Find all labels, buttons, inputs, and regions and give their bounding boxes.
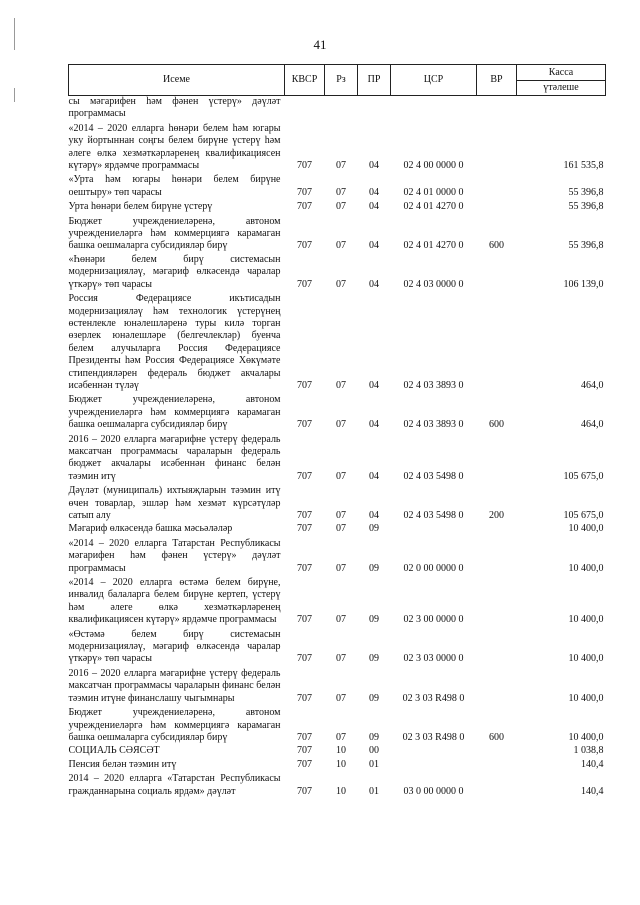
cell-pr: 09 bbox=[369, 653, 379, 665]
cell-rz: 07 bbox=[336, 160, 346, 172]
cell-csr: 02 4 03 5498 0 bbox=[403, 510, 464, 521]
table-header bbox=[69, 65, 606, 96]
cell-kvsr: 707 bbox=[297, 419, 312, 431]
cell-rz: 07 bbox=[336, 510, 346, 521]
table-row bbox=[69, 627, 606, 666]
header-vr: ВР bbox=[477, 65, 517, 96]
cell-kvsr: 707 bbox=[297, 470, 312, 482]
cell-vr: 600 bbox=[489, 240, 504, 252]
cell-pr: 04 bbox=[369, 379, 379, 391]
cell-sum: 10 400,0 bbox=[568, 731, 604, 743]
cell-pr: 04 bbox=[369, 160, 379, 172]
table-row bbox=[69, 214, 606, 253]
cell-vr: 600 bbox=[489, 731, 504, 743]
cell-kvsr: 707 bbox=[297, 785, 312, 797]
cell-rz: 10 bbox=[336, 785, 346, 797]
cell-pr bbox=[358, 96, 391, 121]
cell-kvsr: 707 bbox=[297, 240, 312, 252]
cell-csr: 02 0 00 0000 0 bbox=[403, 562, 464, 574]
cell-kvsr: 707 bbox=[297, 653, 312, 665]
cell-vr bbox=[477, 575, 517, 627]
cell-name: Пенсия белән тәэмин итү bbox=[68, 758, 177, 770]
cell-vr bbox=[477, 771, 517, 798]
table-row bbox=[69, 291, 606, 392]
table-row bbox=[69, 536, 606, 575]
table-body bbox=[69, 96, 606, 798]
cell-pr: 09 bbox=[369, 523, 379, 535]
cell-rz: 07 bbox=[336, 379, 346, 391]
cell-pr: 09 bbox=[369, 731, 379, 743]
cell-rz: 07 bbox=[336, 201, 346, 213]
cell-kvsr: 707 bbox=[297, 692, 312, 704]
cell-pr: 04 bbox=[369, 186, 379, 198]
cell-vr bbox=[477, 627, 517, 666]
cell-sum: 161 535,8 bbox=[563, 160, 604, 172]
budget-table bbox=[68, 64, 606, 798]
table-row bbox=[69, 199, 606, 213]
cell-rz: 10 bbox=[336, 745, 346, 757]
cell-csr: 03 0 00 0000 0 bbox=[403, 785, 464, 797]
cell-vr bbox=[477, 522, 517, 535]
cell-vr bbox=[477, 666, 517, 705]
cell-pr: 01 bbox=[369, 758, 379, 770]
cell-rz: 07 bbox=[336, 419, 346, 431]
table-row bbox=[69, 666, 606, 705]
cell-rz: 07 bbox=[336, 731, 346, 743]
cell-pr: 04 bbox=[369, 201, 379, 213]
cell-vr: 200 bbox=[489, 510, 504, 521]
cell-pr: 09 bbox=[369, 562, 379, 574]
header-sum-top: Касса bbox=[517, 67, 605, 81]
cell-sum: 10 400,0 bbox=[568, 692, 604, 704]
cell-name: Урта һөнәри белем бирүне үстерү bbox=[68, 201, 213, 213]
cell-csr: 02 4 03 5498 0 bbox=[403, 470, 464, 482]
cell-sum: 1 038,8 bbox=[573, 745, 604, 757]
cell-sum: 140,4 bbox=[581, 785, 604, 797]
cell-sum: 464,0 bbox=[581, 379, 604, 391]
cell-csr bbox=[391, 758, 477, 771]
cell-rz: 07 bbox=[336, 240, 346, 252]
cell-kvsr: 707 bbox=[297, 731, 312, 743]
cell-pr: 01 bbox=[369, 785, 379, 797]
cell-pr: 04 bbox=[369, 240, 379, 252]
cell-sum: 106 139,0 bbox=[563, 278, 604, 290]
cell-kvsr: 707 bbox=[297, 186, 312, 198]
cell-name: «Һөнәри белем бирү системасын модернизацияләү, мәгариф өлкәсендә чаралар үткәрү» төп чарасы bbox=[68, 253, 281, 290]
table-row bbox=[69, 575, 606, 627]
cell-kvsr: 707 bbox=[297, 523, 312, 535]
cell-name: 2016 – 2020 елларга мәгарифне үстерү федераль максатчан программасы чараларын финанс белән тәэмин итүне финанслашу чыгымнары bbox=[68, 667, 281, 704]
cell-name: Мәгариф өлкәсендә башка мәсьәләләр bbox=[68, 523, 233, 535]
cell-name: 2014 – 2020 елларга «Татарстан Республикасы гражданнарына социаль ярдәм» дәүләт bbox=[68, 773, 281, 797]
cell-csr: 02 4 01 4270 0 bbox=[403, 240, 464, 252]
cell-rz bbox=[325, 96, 358, 121]
page-number: 41 bbox=[313, 37, 327, 52]
table-row bbox=[69, 744, 606, 757]
cell-pr: 04 bbox=[369, 470, 379, 482]
cell-kvsr: 707 bbox=[297, 745, 312, 757]
cell-csr: 02 4 03 3893 0 bbox=[403, 379, 464, 391]
table-row bbox=[69, 705, 606, 744]
cell-csr bbox=[391, 744, 477, 757]
cell-pr: 04 bbox=[369, 510, 379, 521]
cell-vr bbox=[477, 253, 517, 291]
cell-csr: 02 3 00 0000 0 bbox=[403, 614, 464, 626]
cell-name: Бюджет учреждениеләренә, автоном учреждениеләргә һәм коммерциягә карамаган башка оешмаларга субсидияләр бирү bbox=[68, 707, 281, 743]
cell-sum: 55 396,8 bbox=[568, 201, 604, 213]
cell-sum: 10 400,0 bbox=[568, 523, 604, 535]
cell-kvsr: 707 bbox=[297, 278, 312, 290]
header-sum bbox=[517, 65, 606, 96]
cell-sum: 10 400,0 bbox=[568, 614, 604, 626]
cell-rz: 10 bbox=[336, 758, 346, 770]
cell-vr bbox=[477, 199, 517, 213]
cell-sum: 10 400,0 bbox=[568, 653, 604, 665]
cell-kvsr: 707 bbox=[297, 614, 312, 626]
cell-name: «2014 – 2020 елларга өстәмә белем бирүне, инвалид балаларга белем бирүне кертеп, үстерү һәм әлеге өлкә хезмәткәрләренең квалификациясен күтәрү» ярдәмче программасы bbox=[68, 577, 281, 626]
table-row bbox=[69, 483, 606, 522]
cell-rz: 07 bbox=[336, 692, 346, 704]
table-row bbox=[69, 121, 606, 173]
cell-kvsr: 707 bbox=[297, 201, 312, 213]
cell-pr: 00 bbox=[369, 745, 379, 757]
cell-vr bbox=[477, 96, 517, 121]
cell-name: Бюджет учреждениеләренә, автоном учреждениеләргә һәм коммерциягә карамаган башка оешмаларга субсидияләр бирү bbox=[68, 394, 281, 431]
cell-vr: 600 bbox=[489, 419, 504, 431]
cell-sum: 55 396,8 bbox=[568, 186, 604, 198]
cell-name: «Өстәмә белем бирү системасын модернизацияләү, мәгариф өлкәсендә чаралар үткәрү» төп чарасы bbox=[68, 628, 281, 665]
cell-kvsr: 707 bbox=[297, 758, 312, 770]
cell-sum: 105 675,0 bbox=[563, 470, 604, 482]
cell-vr bbox=[477, 536, 517, 575]
cell-name: СОЦИАЛЬ СӘЯСӘТ bbox=[68, 745, 160, 757]
cell-name: 2016 – 2020 елларга мәгарифне үстерү федераль максатчан программасы чараларын федераль бюджет акчалары исәбеннән финанс белән тәэмин итү bbox=[68, 433, 281, 482]
cell-pr: 04 bbox=[369, 278, 379, 290]
cell-name: Дәүләт (муниципаль) ихтыяҗларын тәэмин итү өчен товарлар, эшләр һәм хезмәт күрсәтүләр сатып алу bbox=[68, 485, 281, 521]
cell-name: «2014 – 2020 елларга һөнәри белем һәм югары уку йортыннан соңгы белем бирүне үстерү һәм әлеге өлкә хезмәткәрләренең квалификациясен күтәрү» ярдәмче программасы bbox=[68, 122, 281, 172]
cell-csr: 02 3 03 0000 0 bbox=[403, 653, 464, 665]
cell-rz: 07 bbox=[336, 562, 346, 574]
cell-sum: 10 400,0 bbox=[568, 562, 604, 574]
header-rz: Рз bbox=[325, 65, 358, 96]
cell-kvsr: 707 bbox=[297, 510, 312, 521]
header-sum-bottom: үтәлеше bbox=[543, 81, 579, 93]
cell-csr: 02 4 01 4270 0 bbox=[403, 201, 464, 213]
cell-csr: 02 4 03 0000 0 bbox=[403, 278, 464, 290]
cell-name: «Урта һәм югары һөнәри белем бирүне оештыру» төп чарасы bbox=[68, 174, 281, 198]
cell-rz: 07 bbox=[336, 278, 346, 290]
cell-sum: 464,0 bbox=[581, 419, 604, 431]
cell-rz: 07 bbox=[336, 186, 346, 198]
table-row bbox=[69, 758, 606, 771]
table-row bbox=[69, 432, 606, 484]
table-row bbox=[69, 172, 606, 199]
cell-csr: 02 4 00 0000 0 bbox=[403, 160, 464, 172]
cell-rz: 07 bbox=[336, 523, 346, 535]
cell-vr bbox=[477, 758, 517, 771]
cell-pr: 09 bbox=[369, 692, 379, 704]
cell-vr bbox=[477, 432, 517, 484]
cell-csr: 02 3 03 R498 0 bbox=[402, 692, 465, 704]
cell-vr bbox=[477, 172, 517, 199]
cell-csr bbox=[391, 522, 477, 535]
cell-kvsr: 707 bbox=[297, 379, 312, 391]
cell-rz: 07 bbox=[336, 614, 346, 626]
cell-pr: 09 bbox=[369, 614, 379, 626]
cell-name: Россия Федерациясе икътисадын модернизацияләү һәм технологик үстерүнең өстенлекле юнәлешләренә туры килә торган өзерлек юнәлешләре (белгечлекләр) буенча белем алучыларга Россия Федерациясе Президенты һәм Россия Федерациясе Хөкүмәте стипендияләрен федераль бюджет акчалары исәбеннән түләү bbox=[68, 293, 281, 391]
cell-rz: 07 bbox=[336, 470, 346, 482]
cell-kvsr bbox=[285, 96, 325, 121]
cell-sum: 55 396,8 bbox=[568, 240, 604, 252]
cell-csr: 02 4 01 0000 0 bbox=[403, 186, 464, 198]
header-pr: ПР bbox=[358, 65, 391, 96]
cell-pr: 04 bbox=[369, 419, 379, 431]
cell-vr bbox=[477, 291, 517, 392]
cell-name: Бюджет учреждениеләренә, автоном учреждениеләргә һәм коммерциягә карамаган башка оешмаларга субсидияләр бирү bbox=[68, 215, 281, 252]
cell-name: сы мәгарифен һәм фәнен үстерү» дәүләт программасы bbox=[68, 96, 281, 120]
cell-sum: 140,4 bbox=[581, 758, 604, 770]
cell-name: «2014 – 2020 елларга Татарстан Республикасы мәгарифен һәм фәнен үстерү» дәүләт программасы bbox=[68, 537, 281, 574]
cell-kvsr: 707 bbox=[297, 160, 312, 172]
header-csr: ЦСР bbox=[391, 65, 477, 96]
header-kvsr: КВСР bbox=[285, 65, 325, 96]
cell-vr bbox=[477, 121, 517, 173]
cell-rz: 07 bbox=[336, 653, 346, 665]
margin-mark-middle bbox=[14, 88, 15, 102]
cell-csr: 02 3 03 R498 0 bbox=[402, 731, 465, 743]
cell-sum bbox=[517, 96, 606, 121]
cell-kvsr: 707 bbox=[297, 562, 312, 574]
cell-vr bbox=[477, 744, 517, 757]
table-row bbox=[69, 522, 606, 535]
header-name: Исеме bbox=[69, 65, 285, 96]
table-row bbox=[69, 253, 606, 291]
cell-csr: 02 4 03 3893 0 bbox=[403, 419, 464, 431]
table-row bbox=[69, 96, 606, 121]
table-row bbox=[69, 392, 606, 431]
cell-sum: 105 675,0 bbox=[563, 510, 604, 521]
cell-csr bbox=[391, 96, 477, 121]
table-row bbox=[69, 771, 606, 798]
